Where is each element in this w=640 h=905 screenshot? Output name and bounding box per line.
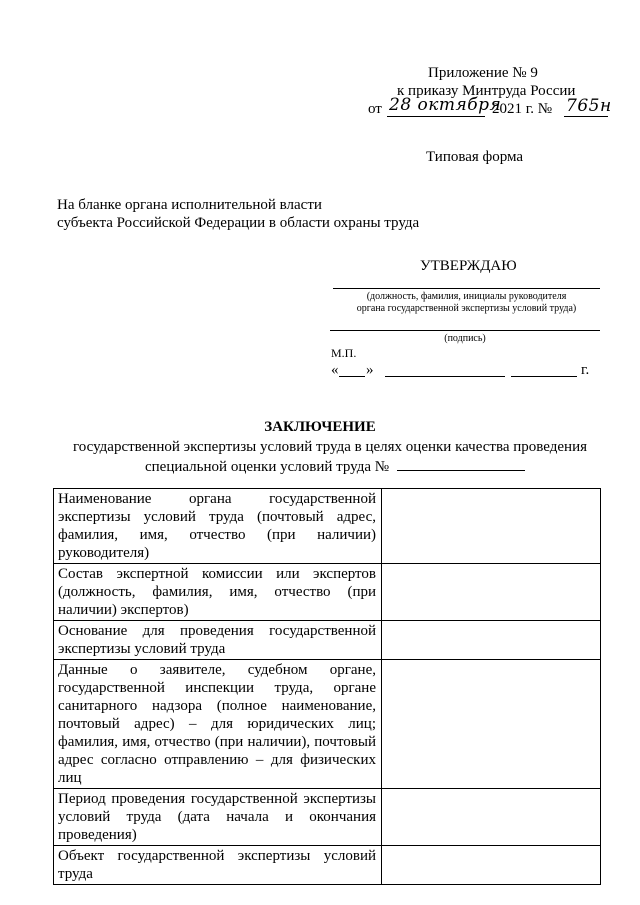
row-label: Состав экспертной комиссии или экспертов (должность, фамилия, имя, отчество (при наличии) экспертов) bbox=[54, 564, 382, 621]
date-close-quote: » bbox=[366, 362, 374, 378]
row-value[interactable] bbox=[382, 789, 601, 846]
table-row bbox=[54, 564, 601, 621]
approver-caption-1 bbox=[333, 291, 600, 315]
row-label: Объект государственной экспертизы условий труда bbox=[54, 846, 382, 885]
order-date-handwritten: 28 октября bbox=[389, 95, 502, 115]
row-label: Период проведения государственной экспертизы условий труда (дата начала и окончания проведения) bbox=[54, 789, 382, 846]
order-year-number: 2021 г. № bbox=[492, 101, 553, 117]
row-value[interactable] bbox=[382, 621, 601, 660]
letterhead-line-1: На бланке органа исполнительной власти bbox=[57, 197, 322, 213]
row-label: Наименование органа государственной экспертизы условий труда (почтовый адрес, фамилия, имя, отчество (при наличии) руководителя) bbox=[54, 489, 382, 564]
approver-caption-line-2: органа государственной экспертизы условий труда) bbox=[356, 303, 577, 314]
table-row bbox=[54, 621, 601, 660]
approval-date-line bbox=[331, 361, 606, 381]
approver-caption-line-1: (должность, фамилия, инициалы руководителя bbox=[366, 291, 567, 302]
conclusion-subtitle-2 bbox=[145, 456, 525, 476]
date-month-field bbox=[385, 376, 505, 377]
approval-title: УТВЕРЖДАЮ bbox=[420, 258, 517, 274]
date-day-field bbox=[339, 376, 365, 377]
row-value[interactable] bbox=[382, 660, 601, 789]
form-type: Типовая форма bbox=[426, 149, 524, 165]
appendix-order-line bbox=[368, 95, 612, 120]
conclusion-subtitle-text: специальной оценки условий труда № bbox=[145, 459, 390, 475]
date-year-field bbox=[511, 376, 577, 377]
stamp-label: М.П. bbox=[331, 346, 357, 360]
conclusion-number-field bbox=[397, 456, 525, 471]
appendix-line-2: к приказу Минтруда России bbox=[397, 83, 576, 99]
table-row bbox=[54, 489, 601, 564]
row-label: Основание для проведения государственной экспертизы условий труда bbox=[54, 621, 382, 660]
letterhead-line-2: субъекта Российской Федерации в области охраны труда bbox=[57, 215, 420, 231]
row-value[interactable] bbox=[382, 489, 601, 564]
date-year-suffix: г. bbox=[581, 362, 590, 378]
order-number-handwritten: 765н bbox=[566, 96, 612, 116]
date-open-quote: « bbox=[331, 362, 339, 378]
order-number-field bbox=[564, 116, 608, 117]
table-row bbox=[54, 660, 601, 789]
signature-line bbox=[330, 330, 600, 331]
approver-position-line bbox=[333, 288, 600, 289]
row-label: Данные о заявителе, судебном органе, государственной инспекции труда, органе санитарного надзора (полное наименование, почтовый адрес) – для юридических лиц; фамилия, имя, отчество (при наличии), почтовый адрес согласно отправлению – для физических лиц bbox=[54, 660, 382, 789]
conclusion-title: ЗАКЛЮЧЕНИЕ bbox=[264, 419, 376, 435]
signature-caption: (подпись) bbox=[444, 333, 486, 344]
order-date-field bbox=[387, 116, 485, 117]
expertise-table bbox=[53, 488, 601, 885]
order-prefix: от bbox=[368, 101, 382, 117]
table-row bbox=[54, 846, 601, 885]
appendix-line-1: Приложение № 9 bbox=[428, 65, 538, 81]
conclusion-subtitle-1: государственной экспертизы условий труда в целях оценки качества проведения bbox=[72, 439, 587, 455]
row-value[interactable] bbox=[382, 846, 601, 885]
table-row bbox=[54, 789, 601, 846]
row-value[interactable] bbox=[382, 564, 601, 621]
